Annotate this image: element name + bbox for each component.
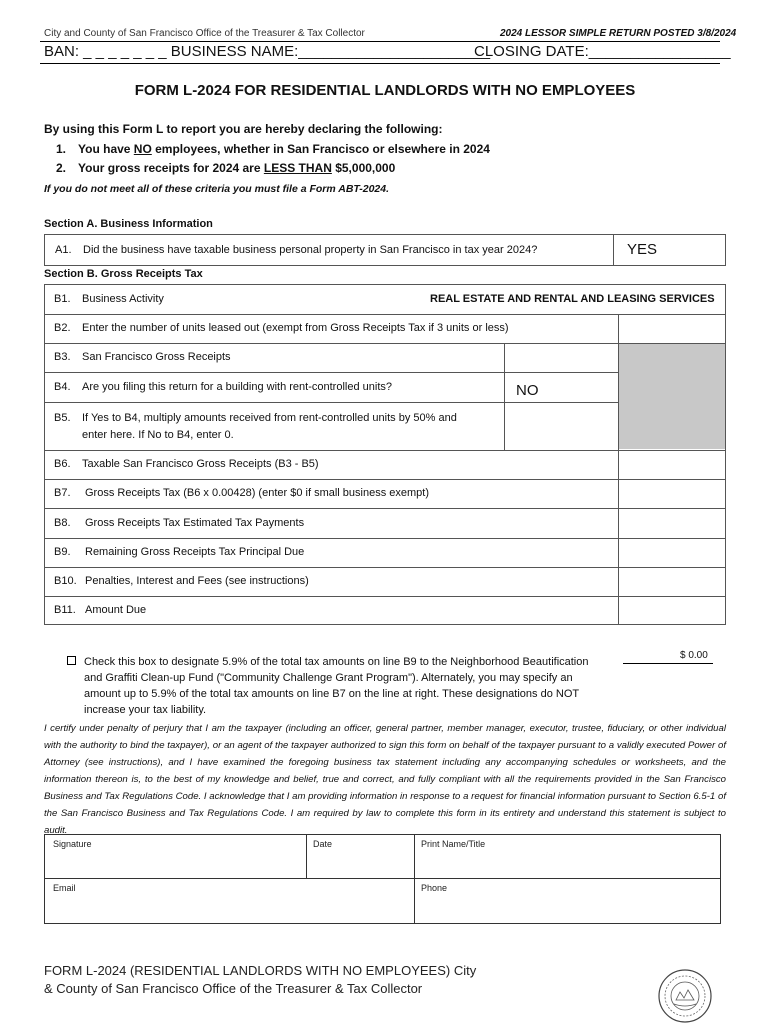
signature-field[interactable]: Signature [53, 839, 92, 849]
designation-amount[interactable]: $ 0.00 [680, 650, 708, 661]
row-b11 [44, 596, 618, 625]
row-label-cont: enter here. If No to B4, enter 0. [82, 429, 234, 441]
form-title: FORM L-2024 FOR RESIDENTIAL LANDLORDS WITH NO EMPLOYEES [134, 82, 636, 99]
posted-date: 2024 LESSOR SIMPLE RETURN POSTED 3/8/2024 [500, 28, 737, 39]
city-seal-icon [654, 968, 716, 1029]
row-number: B1. [54, 293, 71, 305]
item-number: 2. [56, 161, 67, 175]
row-number: B11. [54, 604, 76, 616]
row-label: If Yes to B4, multiply amounts received from rent-controlled units by 50% and [82, 412, 457, 424]
designation-text: Check this box to designate 5.9% of the total tax amounts on line B9 to the Neighborhood Beautification and Graffiti Clean-up Fund ("Community Challenge Grant Program"). Alternately, you may specify an amount up to 5.9% of the total tax amounts on line B7 on the line at right. These designations do NOT increase your tax liability. [84, 656, 589, 716]
section-b-heading: Section B. Gross Receipts Tax [44, 268, 203, 280]
row-label: Did the business have taxable business personal property in San Francisco in tax year 2024? [83, 244, 538, 256]
item-text: You have [78, 142, 134, 156]
footer-line-2: & County of San Francisco Office of the Treasurer & Tax Collector [44, 981, 423, 996]
row-label: San Francisco Gross Receipts [82, 351, 231, 363]
row-number: B4. [54, 381, 71, 393]
header-bottom-divider [40, 63, 720, 64]
signature-block [44, 834, 721, 924]
row-b7 [44, 479, 618, 508]
row-number: B10. [54, 575, 77, 587]
closing-date-field[interactable]: CLOSING DATE:_________________ [474, 43, 731, 60]
signature-divider [306, 834, 307, 878]
row-label: Are you filing this return for a building with rent-controlled units? [82, 381, 392, 393]
row-number: A1. [55, 244, 72, 256]
b4-answer[interactable]: NO [516, 382, 539, 399]
row-a1 [44, 234, 726, 266]
section-a-heading: Section A. Business Information [44, 218, 213, 230]
b3-gross-receipts-input[interactable] [505, 344, 618, 372]
item-text: Your gross receipts for 2024 are [78, 161, 264, 175]
date-field[interactable]: Date [313, 839, 333, 849]
row-b1 [44, 284, 726, 314]
criteria-item-2 [56, 161, 395, 175]
item-emphasis: NO [133, 142, 152, 156]
intro-lead: By using this Form L to report you are hereby declaring the following: [44, 122, 443, 136]
row-b4 [44, 372, 504, 402]
certification-text: I certify under penalty of perjury that I am the taxpayer (including an officer, general partner, member manager, executor, trustee, fiduciary, or other individual with the authority to bind the taxpayer), or an agent of the taxpayer authorized to sign this form on behalf of the taxpayer pursuant to a validly executed Power of Attorney (see instructions), and I have examined the foregoing business tax statement including any accompanying schedules or worksheets, and the information thereon is, to the best of my knowledge and belief, true and correct, and fully compliant with all the requirements provided in the San Francisco Business and Tax Regulations Code. I acknowledge that I am providing information in response to a request for financial information pursuant to Section 6.5-1 of the San Francisco Business and Tax Regulations Code. I am required by law to complete this form in its entirety and understand this statement is subject to audit. [44, 723, 726, 836]
footer [44, 962, 476, 998]
b5-rent-controlled-input[interactable] [505, 403, 618, 449]
email-field[interactable]: Email [53, 883, 76, 893]
row-b9 [44, 538, 618, 567]
b11-input[interactable] [619, 597, 725, 624]
b7-input[interactable] [619, 480, 725, 508]
row-number: B9. [54, 546, 71, 558]
print-name-field[interactable]: Print Name/Title [421, 839, 486, 849]
item-emphasis: LESS THAN [263, 161, 332, 175]
footer-line-1: FORM L-2024 (RESIDENTIAL LANDLORDS WITH NO EMPLOYEES) City [44, 963, 477, 978]
row-label: Taxable San Francisco Gross Receipts (B3 - B5) [82, 458, 319, 470]
row-number: B6. [54, 458, 71, 470]
row-b10 [44, 567, 618, 596]
row-b8 [44, 508, 618, 538]
row-label: Gross Receipts Tax (B6 x 0.00428) (enter $0 if small business exempt) [85, 487, 430, 499]
row-b3 [44, 343, 504, 372]
row-label: Business Activity [82, 293, 164, 305]
row-label: Remaining Gross Receipts Tax Principal Due [85, 546, 305, 558]
row-number: B5. [54, 412, 71, 424]
ban-business-name-field[interactable]: BAN: _ _ _ _ _ _ _ BUSINESS NAME:_______________________ [44, 43, 491, 60]
a1-answer[interactable]: YES [627, 241, 658, 258]
b2-units-input[interactable] [619, 315, 725, 342]
item-text: $5,000,000 [331, 161, 396, 175]
b9-input[interactable] [619, 539, 725, 567]
b8-input[interactable] [619, 509, 725, 538]
phone-field[interactable]: Phone [421, 883, 448, 893]
designation-checkbox[interactable] [67, 656, 76, 665]
signature-divider [44, 878, 721, 879]
row-label: Amount Due [85, 604, 147, 616]
agency-header: City and County of San Francisco Office of the Treasurer & Tax Collector [44, 28, 365, 39]
criteria-warning: If you do not meet all of these criteria you must file a Form ABT-2024. [44, 183, 390, 195]
b10-input[interactable] [619, 568, 725, 596]
b6-input[interactable] [619, 451, 725, 479]
business-activity-value[interactable]: REAL ESTATE AND RENTAL AND LEASING SERVICES [430, 293, 715, 305]
row-number: B3. [54, 351, 71, 363]
row-b6 [44, 450, 618, 479]
criteria-item-1 [56, 142, 490, 156]
signature-divider [414, 834, 415, 924]
cell-divider [613, 235, 614, 265]
item-text: employees, whether in San Francisco or elsewhere in 2024 [151, 142, 490, 156]
row-b5 [44, 402, 504, 450]
row-label: Enter the number of units leased out (exempt from Gross Receipts Tax if 3 units or less) [82, 322, 509, 334]
designation-amount-line [623, 663, 713, 664]
row-number: B8. [54, 517, 71, 529]
shaded-cell [619, 344, 725, 449]
row-label: Penalties, Interest and Fees (see instructions) [85, 575, 309, 587]
row-label: Gross Receipts Tax Estimated Tax Payments [85, 517, 305, 529]
header-divider [40, 41, 720, 42]
row-number: B2. [54, 322, 71, 334]
row-number: B7. [54, 487, 71, 499]
item-number: 1. [56, 142, 67, 156]
